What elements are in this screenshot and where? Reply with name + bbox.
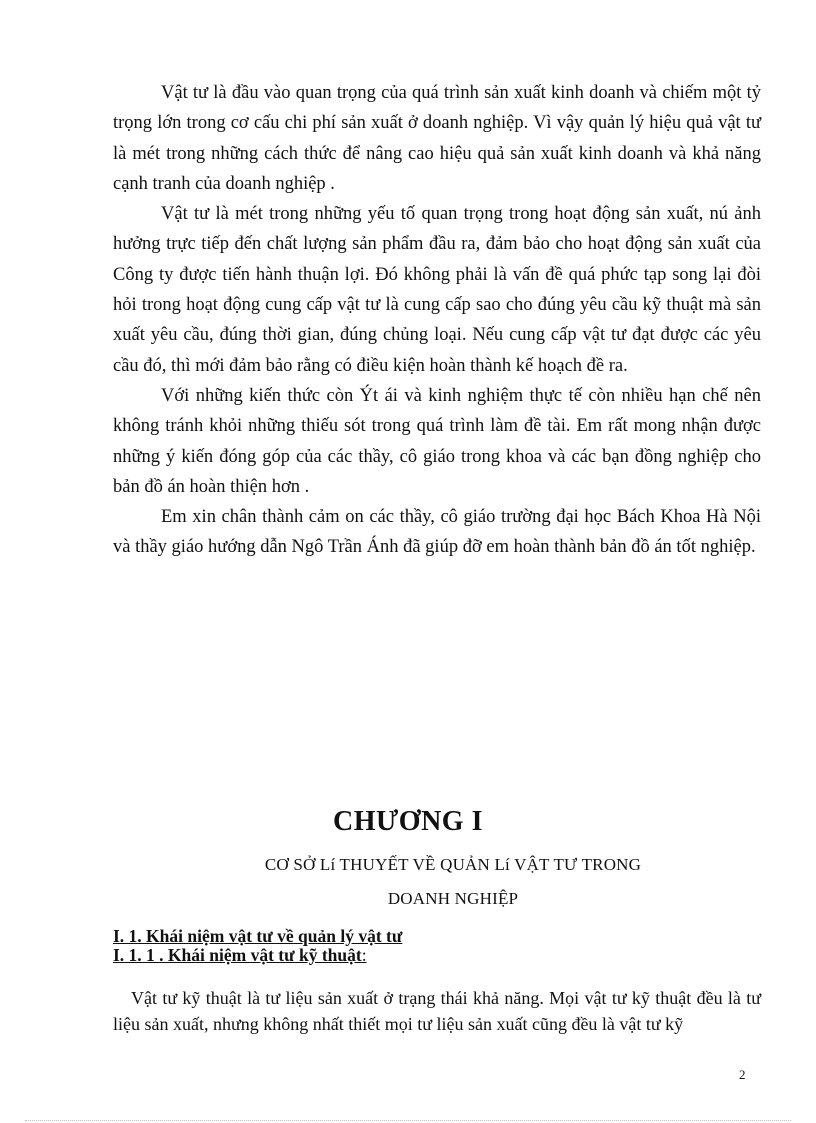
intro-paragraph: Em xin chân thành cảm on các thầy, cô giáo trường đại học Bách Khoa Hà Nội và thầy giáo hướng dẫn Ngô Trần Ánh đã giúp đỡ em hoàn thành bản đồ án tốt nghiệp. xyxy=(113,507,761,558)
section-paragraph: Vật tư kỹ thuật là tư liệu sản xuất ở trạng thái khả năng. Mọi vật tư kỹ thuật đều là tư liệu sản xuất, nhưng không nhất thiết mọi tư liệu sản xuất cũng đều là vật tư kỹ xyxy=(113,988,761,1034)
section-heading-1-1: I. 1. Khái niệm vật tư về quản lý vật tư xyxy=(113,926,403,946)
intro-paragraph: Vật tư là mét trong những yếu tố quan trọng trong hoạt động sản xuất, nú ảnh hưởng trực tiếp đến chất lượng sản phẩm đầu ra, đảm bảo cho hoạt động sản xuất của Công ty được tiến hành thuận lợi. Đó không phải là vấn đề quá phức tạp song lại đòi hỏi trong hoạt động cung cấp vật tư là cung cấp sao cho đúng yêu cầu kỹ thuật mà sản xuất yêu cầu, đúng thời gian, đúng chủng loại. Nếu cung cấp vật tư đạt được các yêu cầu đó, thì mới đảm bảo rằng có điều kiện hoàn thành kế hoạch đề ra. xyxy=(113,204,761,376)
chapter-subtitle-line2: DOANH NGHIỆP xyxy=(387,889,519,908)
section-heading-1-1-1 xyxy=(113,945,367,966)
section-text xyxy=(113,985,761,1037)
footer-divider xyxy=(25,1120,791,1121)
chapter-subtitle-line1: CƠ SỞ Lí THUYẾT VỀ QUẢN Lí VẬT TƯ TRONG xyxy=(264,855,642,874)
page-number: 2 xyxy=(739,1067,746,1082)
section-heading-colon: : xyxy=(361,945,367,965)
intro-paragraph: Vật tư là đầu vào quan trọng của quá trình sản xuất kinh doanh và chiếm một tỷ trọng lớn trong cơ cấu chi phí sản xuất ở doanh nghiệp. Vì vậy quản lý hiệu quả vật tư là mét trong những cách thức để nâng cao hiệu quả sản xuất kinh doanh và khả năng cạnh tranh của doanh nghiệp . xyxy=(113,83,761,194)
chapter-title: CHƯƠNG I xyxy=(333,806,483,837)
section-heading-1-1-1-text: I. 1. 1 . Khái niệm vật tư kỹ thuật xyxy=(113,945,362,965)
intro-text xyxy=(113,78,761,563)
intro-paragraph: Với những kiến thức còn Ýt ái và kinh nghiệm thực tế còn nhiều hạn chế nên không tránh khỏi những thiếu sót trong quá trình làm đề tài. Em rất mong nhận được những ý kiến đóng góp của các thầy, cô giáo trong khoa và các bạn đồng nghiệp cho bản đồ án hoàn thiện hơn . xyxy=(113,385,761,497)
